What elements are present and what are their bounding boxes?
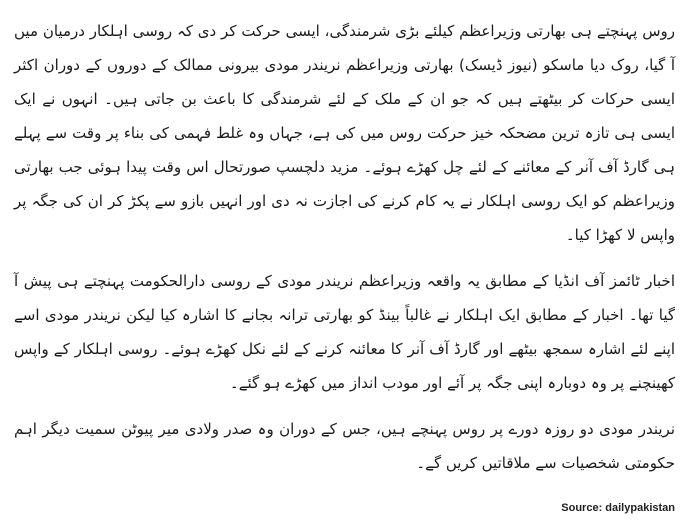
paragraph-2: اخبار ٹائمز آف انڈیا کے مطابق یہ واقعہ وزیراعظم نریندر مودی کے روسی دارالحکومت پہنچتے ہی پیش آ گیا تھا۔ اخبار کے مطابق ایک اہلکار نے غالباً بینڈ کو بھارتی ترانہ بجانے کا اشارہ کیا لیکن نریندر مودی اسے اپنے لئے اشارہ سمجھ بیٹھے اور گارڈ آف آنر کا معائنہ کرنے کے لئے نکل کھڑے ہوئے۔ روسی اہلکار کے واپس کھینچنے پر وہ دوبارہ اپنی جگہ پر آئے اور مودب انداز میں کھڑے ہو گئے۔ xyxy=(14,272,675,392)
paragraph-3: نریندر مودی دو روزہ دورے پر روس پہنچے ہیں، جس کے دوران وہ صدر ولادی میر پیوٹن سمیت دیگر اہم حکومتی شخصیات سے ملاقاتیں کریں گے۔ xyxy=(14,420,675,472)
article-body xyxy=(14,14,675,492)
paragraph-1: روس پہنچتے ہی بھارتی وزیراعظم کیلئے بڑی شرمندگی، ایسی حرکت کر دی کہ روسی اہلکار درمیان میں آ گیا، روک دیا ماسکو (نیوز ڈیسک) بھارتی وزیراعظم نریندر مودی بیرونی ممالک کے دوروں کے دوران اکثر ایسی حرکات کر بیٹھتے ہیں کہ جو ان کے ملک کے لئے شرمندگی کا باعث بن جاتی ہیں۔ انہوں نے ایک ایسی ہی تازہ ترین مضحکہ خیز حرکت روس میں کی ہے، جہاں وہ غلط فہمی کی بناء پر وقت سے پہلے ہی گارڈ آف آنر کے معائنے کے لئے چل کھڑے ہوئے۔ مزید دلچسپ صورتحال اس وقت پیدا ہوئی جب بھارتی وزیراعظم کو ایک روسی اہلکار نے یہ کام کرنے کی اجازت نہ دی اور انہیں بازو سے پکڑ کر ان کی جگہ پر واپس لا کھڑا کیا۔ xyxy=(14,22,675,244)
source-credit: Source: dailypakistan xyxy=(561,502,675,514)
